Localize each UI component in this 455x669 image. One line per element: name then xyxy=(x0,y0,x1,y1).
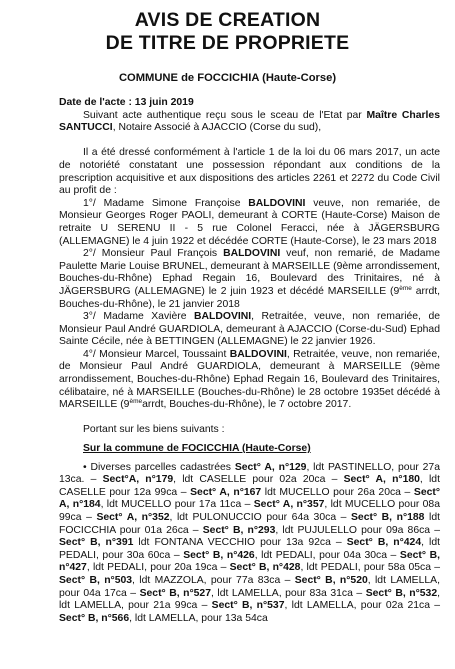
parcel-detail: , ldt LAMELLA, pour 02a 21ca – xyxy=(284,600,441,612)
parcel-detail: ldt FONTANA VECCHIO pour 13a 92ca – xyxy=(133,537,347,549)
person-1: 1°/ Madame Simone Françoise BALDOVINI veuve, non remariée, de Monsieur Georges Roger PAOLI, demeurant à CORTE (Haute-Corse) Maison de retraite U SERENU II - 5 rue Colonel Feracci, née à JÄGERSBURG (ALLEMAGNE) le 4 juin 1922 et décédée CORTE (Haute-Corse), le 23 mars 2018 xyxy=(59,197,440,247)
parcel-ref: Sect° A, n°184 xyxy=(59,486,440,511)
document-body xyxy=(59,97,440,625)
parcel-detail: ldt MUCELLO pour 26a 20ca – xyxy=(261,486,414,498)
parcel-ref: Sect° B, n°424 xyxy=(346,537,422,549)
act-date: Date de l'acte : 13 juin 2019 xyxy=(59,97,194,108)
parcel-ref: Sect° B, n°426 xyxy=(183,549,255,561)
parcel-detail: , ldt PEDALI, pour 04a 30ca – xyxy=(254,549,400,561)
document-title-line-2: DE TITRE DE PROPRIETE xyxy=(105,32,350,54)
parcel-ref: Sect° A, n°180 xyxy=(343,474,420,486)
act-notary-paragraph: Suivant acte authentique reçu sous le sceau de l'Etat par Maître Charles SANTUCCI, Notaire Associé à AJACCIO (Corse du sud), xyxy=(59,109,440,134)
person-2: 2°/ Monsieur Paul François BALDOVINI veuf, non remarié, de Madame Paulette Marie Louise BRUNEL, demeurant à MARSEILLE (9ème arrondissement, Bouches-du-Rhône) Ephad Regain 16, Boulevard des Trinitaires, né à JÄGERSBURG (ALLEMAGNE) le 2 juin 1923 et décédé MARSEILLE (9ème arrdt, Bouches-du-Rhône), le 21 janvier 2018 xyxy=(59,248,440,310)
parcel-detail: , ldt PEDALI, pour 30a 60ca – xyxy=(59,537,441,561)
parcel-detail: , ldt PASTINELLO, pour 27a 13ca. – xyxy=(59,461,440,486)
portant-line: Portant sur les biens suivants : xyxy=(83,424,225,436)
parcel-detail: , ldt PEDALI, pour 20a 19ca – xyxy=(86,562,230,574)
parcel-ref: Sect° A, n°167 xyxy=(190,486,262,498)
parcel-ref: Sect° B, n°503 xyxy=(59,574,133,586)
parcel-ref: Sect° B, n°537 xyxy=(211,600,285,612)
person-1-surname: BALDOVINI xyxy=(248,197,306,209)
parcel-ref: Sect° B, n°188 xyxy=(351,512,425,523)
document-title-line-1: AVIS DE CREATION xyxy=(134,9,321,31)
parcel-detail: , ldt CASELLE pour 12a 99ca – xyxy=(59,474,440,498)
parcel-detail: , ldt PUJULELLO pour 09a 86ca – xyxy=(275,524,441,536)
parcel-ref: Sect° B, n°428 xyxy=(229,562,301,574)
parcel-ref: Sect° A, n°357 xyxy=(253,499,325,511)
parcel-ref: Sect° B, n°527 xyxy=(139,587,211,599)
parcel-ref: Sect° B, n°532 xyxy=(365,587,438,599)
person-3: 3°/ Madame Xavière BALDOVINI, Retraitée, veuve, non remariée, de Monsieur Paul André GUARDIOLA, demeurant à AJACCIO (Corse-du-Sud) Ephad Sainte Cécile, née à BETTINGEN (ALLEMAGNE) le 22 janvier 1926. xyxy=(59,311,441,348)
parcel-ref: Sect° B, n°427 xyxy=(59,549,440,574)
parcel-ref: Sect° B, n°520 xyxy=(294,574,368,586)
parcel-list: • Diverses parcelles cadastrées Sect° A, n°129, ldt PASTINELLO, pour 27a 13ca. – Sect°A, n°179, ldt CASELLE pour 02a 20ca – Sect° A, n°180, ldt CASELLE pour 12a 99ca – Sect° A, n°167 ldt MUCELLO pour 26a 20ca – Sect° A, n°184, ldt MUCELLO pour 17a 11ca – Sect° A, n°357, ldt MUCELLO pour 08a 99ca – Sect° A, n°352, ldt PULONUCCIO pour 64a 30ca – Sect° B, n°188 ldt FOCICCHIA pour 01a 26ca – Sect° B, n°293, ldt PUJULELLO pour 09a 86ca – Sect° B, n°391 ldt FONTANA VECCHIO pour 13a 92ca – Sect° B, n°424, ldt PEDALI, pour 30a 60ca – Sect° B, n°426, ldt PEDALI, pour 04a 30ca – Sect° B, n°427, ldt PEDALI, pour 20a 19ca – Sect° B, n°428, ldt PEDALI, pour 58a 05ca – Sect° B, n°503, ldt MAZZOLA, pour 77a 83ca – Sect° B, n°520, ldt LAMELLA, pour 04a 17ca – Sect° B, n°527, ldt LAMELLA, pour 83a 31ca – Sect° B, n°532, ldt LAMELLA, pour 21a 99ca – Sect° B, n°537, ldt LAMELLA, pour 02a 21ca – Sect° B, n°566, ldt LAMELLA, pour 13a 54ca xyxy=(59,461,441,624)
law-paragraph: Il a été dressé conformément à l'article 1 de la loi du 06 mars 2017, un acte de notoriété constatant une possession répondant aux conditions de la prescription acquisitive et aux dispositions des articles 2261 et 2272 du Code Civil au profit de : xyxy=(59,147,440,197)
parcel-detail: , ldt MUCELLO pour 08a 99ca – xyxy=(59,499,440,523)
commune-heading: COMMUNE de FOCCICHIA (Haute-Corse) xyxy=(118,72,337,84)
notary-name: Maître Charles SANTUCCI xyxy=(59,109,440,134)
person-4: 4°/ Monsieur Marcel, Toussaint BALDOVINI, Retraitée, veuve, non remariée, de Monsieur Paul André GUARDIOLA, demeurant à MARSEILLE (9ème arrondissement, Bouches-du-Rhône) Ephad Regain 16, Boulevard des Trinitaires, célibataire, né à MARSEILLE (Bouches-du-Rhône) le 28 octobre 1935et décédé à MARSEILLE (9èmearrdt, Bouches-du-Rhône), le 7 octobre 2017. xyxy=(59,348,440,411)
parcel-detail: , ldt LAMELLA, pour 83a 31ca – xyxy=(211,587,366,599)
parcel-ref: Sect° B, n°391 xyxy=(59,537,134,549)
parcel-detail: , ldt PULONUCCIO pour 64a 30ca – xyxy=(169,512,351,523)
parcel-detail: ldt FOCICCHIA pour 01a 26ca – xyxy=(59,512,440,536)
parcel-detail: , ldt LAMELLA, pour 04a 17ca – xyxy=(59,574,440,599)
parcel-detail: , ldt MUCELLO pour 17a 11ca – xyxy=(100,499,254,511)
person-2-surname: BALDOVINI xyxy=(223,248,281,260)
section-heading: Sur la commune de FOCICCHIA (Haute-Corse) xyxy=(83,443,311,455)
parcel-detail: , ldt PEDALI, pour 58a 05ca – xyxy=(300,562,440,574)
parcel-detail: , ldt MAZZOLA, pour 77a 83ca – xyxy=(132,574,295,586)
parcel-detail: , ldt LAMELLA, pour 21a 99ca – xyxy=(59,587,441,612)
parcel-ref: Sect° A, n°129 xyxy=(234,461,307,473)
person-4-surname: BALDOVINI xyxy=(229,348,287,360)
parcel-detail: , ldt CASELLE pour 02a 20ca – xyxy=(173,474,344,486)
parcel-ref: Sect° B, n°293 xyxy=(202,524,276,536)
parcel-detail: , ldt LAMELLA, pour 13a 54ca xyxy=(129,612,268,624)
parcel-ref: Sect° A, n°352 xyxy=(96,512,170,523)
person-3-surname: BALDOVINI xyxy=(194,311,252,323)
parcel-ref: Sect° B, n°566 xyxy=(59,612,130,624)
parcel-ref: Sect°A, n°179 xyxy=(102,474,174,486)
